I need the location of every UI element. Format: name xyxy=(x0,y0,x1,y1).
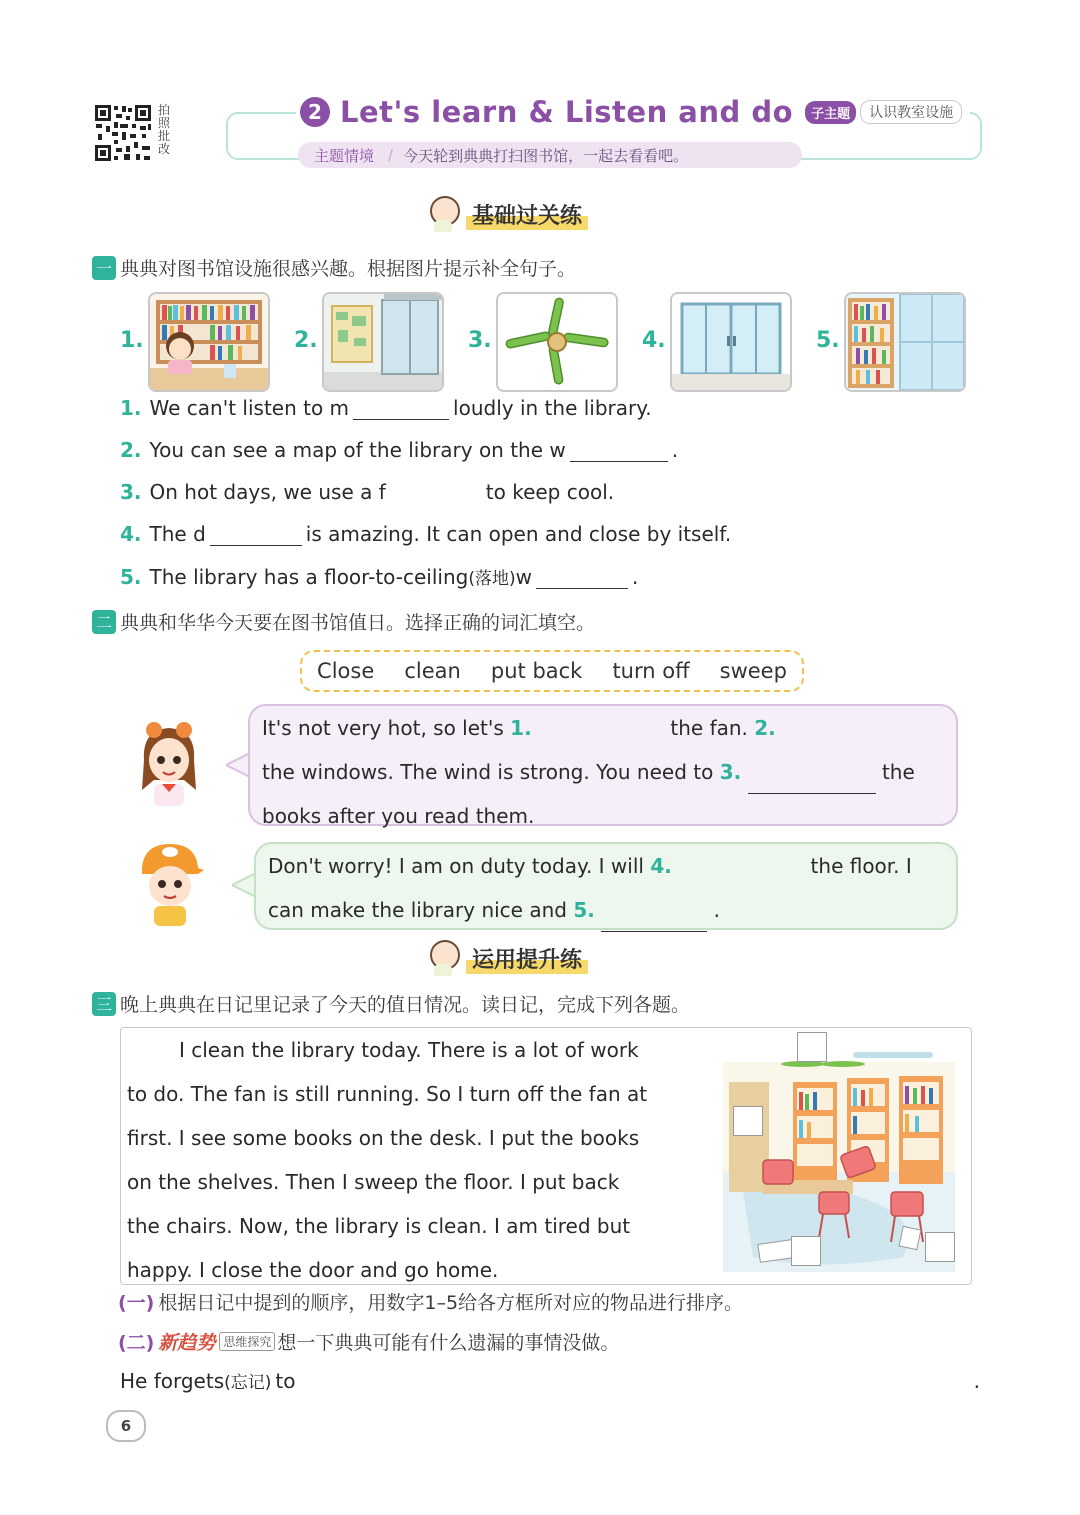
mascot-icon xyxy=(426,938,460,978)
sub-topic-tag xyxy=(805,100,962,124)
answer-blank-4[interactable] xyxy=(210,523,302,546)
theme-text: 今天轮到典典打扫图书馆，一起去看看吧。 xyxy=(403,146,689,165)
library-illustration xyxy=(723,1042,955,1272)
boy-character-avatar xyxy=(134,838,204,928)
word-put-back: put back xyxy=(490,659,583,683)
picture-number-4: 4. xyxy=(642,328,666,353)
question-3-part-1: (一) 根据日记中提到的顺序，用数字1–5给各方框所对应的物品进行排序。 xyxy=(118,1292,744,1314)
section-basic-title: 基础过关练 xyxy=(466,199,588,230)
picture-ceiling-fan xyxy=(496,292,618,392)
q1-sentence-3: 3. On hot days, we use a f to keep cool. xyxy=(120,480,615,504)
question-1-instruction: 典典对图书馆设施很感兴趣。根据图片提示补全句子。 xyxy=(120,258,577,280)
diary-box xyxy=(120,1027,972,1285)
answer-blank-b4[interactable] xyxy=(678,863,804,888)
word-close: Close xyxy=(317,659,375,683)
section-advanced-title: 运用提升练 xyxy=(466,943,588,974)
section-basic-heading xyxy=(426,194,588,234)
word-turn-off: turn off xyxy=(612,659,690,683)
diary-line: I clean the library today. There is a lot of work xyxy=(179,1038,639,1062)
diary-line: the chairs. Now, the library is clean. I am tired but xyxy=(127,1214,631,1238)
theme-separator: / xyxy=(388,146,394,164)
bubble-1-line-1: It's not very hot, so let's 1. the fan. 2. xyxy=(262,706,944,750)
picture-floor-window xyxy=(844,292,966,392)
question-3-header xyxy=(92,990,690,1017)
question-1-header xyxy=(92,254,576,281)
picture-girl-reading xyxy=(148,292,270,392)
diary-text xyxy=(127,1028,687,1292)
lesson-title: Let's learn & Listen and do xyxy=(340,95,794,129)
answer-blank-b1[interactable] xyxy=(538,725,664,750)
answer-blank-b3[interactable] xyxy=(748,769,876,794)
picture-wall-map xyxy=(322,292,444,392)
question-1-icon: 一 xyxy=(92,256,116,280)
thinking-tag: 思维探究 xyxy=(219,1332,275,1351)
diary-line: on the shelves. Then I sweep the floor. I put back xyxy=(127,1170,620,1194)
picture-number-1: 1. xyxy=(120,328,144,353)
bubble-1-line-2: the windows. The wind is strong. You need to 3. the xyxy=(262,750,944,794)
diary-line: happy. I close the door and go home. xyxy=(127,1258,499,1282)
bubble-2-line-1: Don't worry! I am on duty today. I will 4. the floor. I xyxy=(268,844,944,888)
answer-blank-5[interactable] xyxy=(536,566,628,589)
word-clean: clean xyxy=(404,659,461,683)
section-advanced-heading xyxy=(426,938,588,978)
answer-blank-b5[interactable] xyxy=(601,907,707,932)
bubble-2-line-2: can make the library nice and 5. . xyxy=(268,888,944,932)
q1-sentence-4: 4. The d is amazing. It can open and close by itself. xyxy=(120,522,732,546)
diary-line: first. I see some books on the desk. I put the books xyxy=(127,1126,640,1150)
question-3-icon: 三 xyxy=(92,992,116,1016)
picture-glass-door xyxy=(670,292,792,392)
q1-sentence-1: 1. We can't listen to m loudly in the library. xyxy=(120,396,652,420)
question-3-part-2: (二) 新趋势 思维探究 想一下典典可能有什么遗漏的事情没做。 xyxy=(118,1328,619,1355)
q1-sentence-5: 5. The library has a floor-to-ceiling (落地) w . xyxy=(120,565,639,589)
mascot-icon xyxy=(426,194,460,234)
word-sweep: sweep xyxy=(719,659,787,683)
speech-bubble-boy xyxy=(254,842,958,930)
word-bank xyxy=(300,650,804,692)
theme-context-bar xyxy=(298,142,802,168)
answer-blank-1[interactable] xyxy=(353,397,449,420)
sub-topic-text: 认识教室设施 xyxy=(860,100,962,124)
order-box-1[interactable] xyxy=(797,1032,827,1062)
unit-title-bar xyxy=(296,92,970,132)
speech-bubble-girl xyxy=(248,704,958,826)
question-3-answer-line: He forgets (忘记) to . xyxy=(120,1369,980,1393)
answer-blank-2[interactable] xyxy=(570,439,668,462)
answer-blank-3[interactable] xyxy=(390,481,482,504)
sub-topic-chip: 子主题 xyxy=(805,101,856,124)
theme-label: 主题情境 xyxy=(314,146,375,165)
picture-number-2: 2. xyxy=(294,328,318,353)
new-trend-badge: 新趋势 xyxy=(158,1332,216,1354)
question-3-instruction: 晚上典典在日记里记录了今天的值日情况。读日记，完成下列各题。 xyxy=(120,994,691,1016)
order-box-3[interactable] xyxy=(925,1232,955,1262)
order-box-4[interactable] xyxy=(791,1236,821,1266)
question-2-instruction: 典典和华华今天要在图书馆值日。选择正确的词汇填空。 xyxy=(120,612,596,634)
picture-number-5: 5. xyxy=(816,328,840,353)
order-box-2[interactable] xyxy=(733,1106,763,1136)
unit-number-badge: 2 xyxy=(300,97,330,127)
qr-code[interactable] xyxy=(94,104,152,162)
question-2-icon: 二 xyxy=(92,610,116,634)
diary-line: to do. The fan is still running. So I turn off the fan at xyxy=(127,1082,648,1106)
scan-grading-label: 拍照批改 xyxy=(158,103,171,156)
picture-number-3: 3. xyxy=(468,328,492,353)
q1-sentence-2: 2. You can see a map of the library on the w . xyxy=(120,438,679,462)
question-2-header xyxy=(92,608,595,635)
page-number: 6 xyxy=(106,1410,146,1442)
girl-character-avatar xyxy=(134,720,204,810)
bubble-1-line-3: books after you read them. xyxy=(262,804,535,828)
